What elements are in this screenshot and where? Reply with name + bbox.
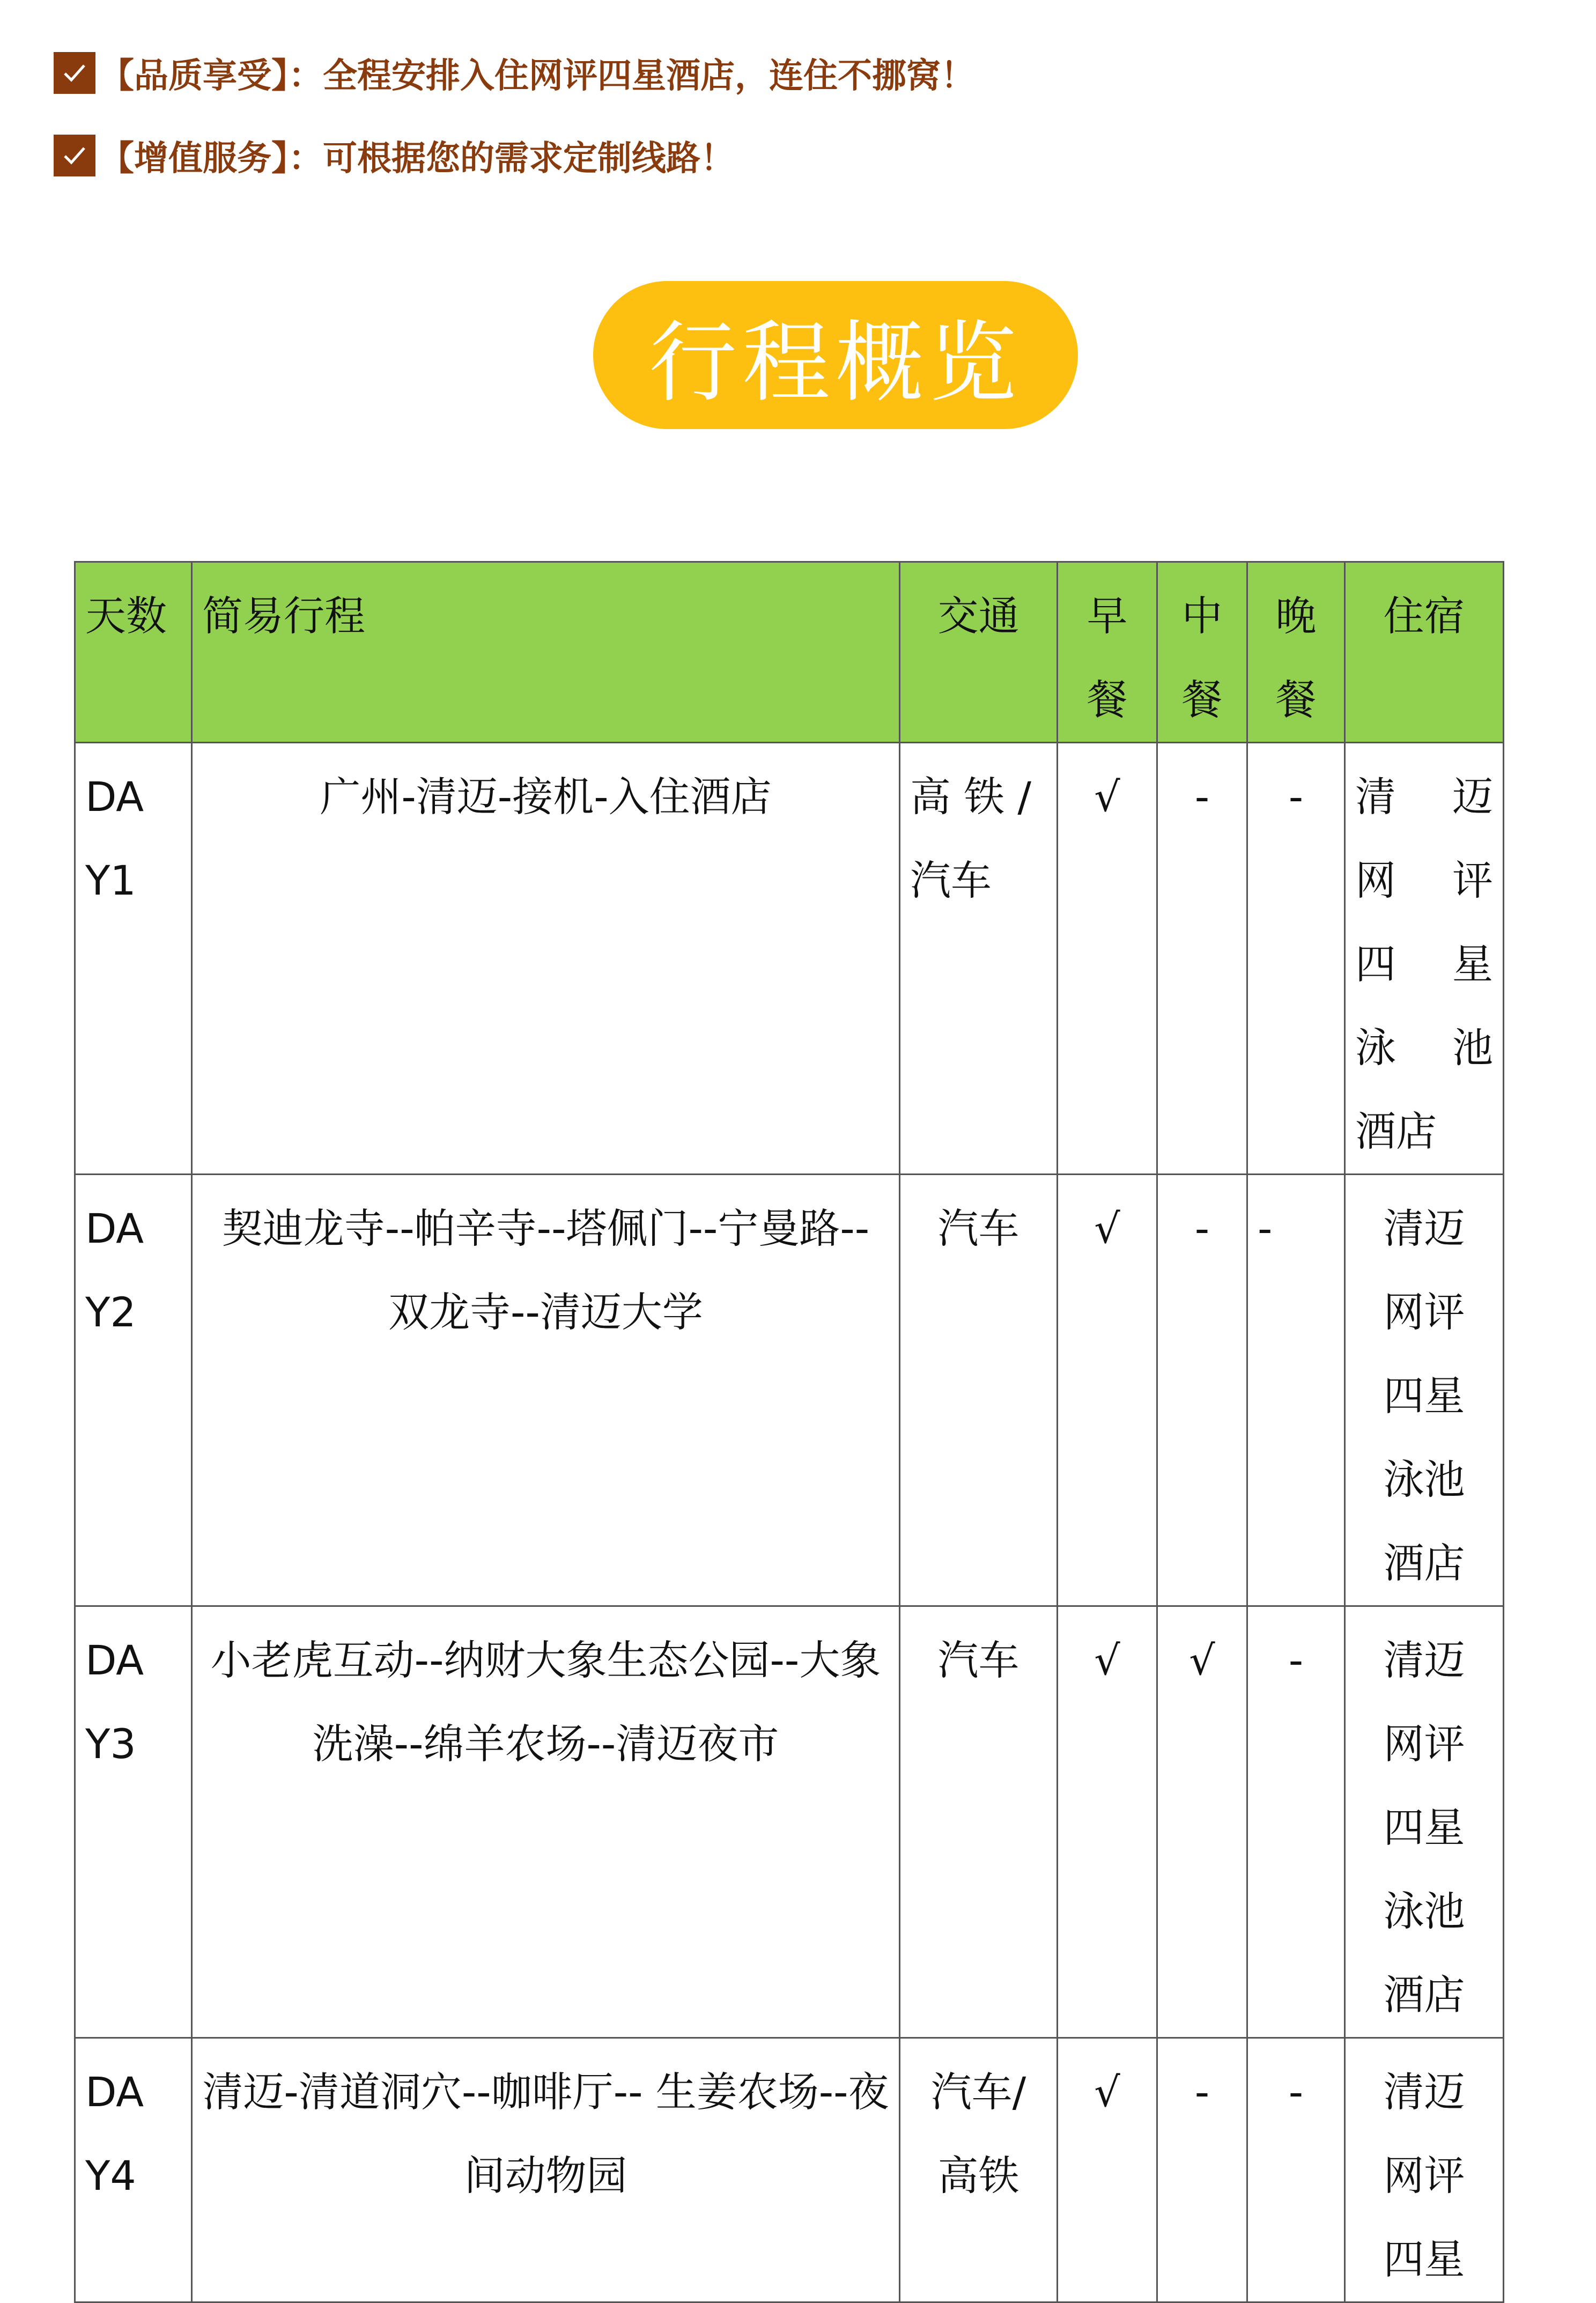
- lunch-cell: -: [1157, 743, 1247, 1175]
- section-banner: [593, 281, 1078, 429]
- feature-bullet-quality: [54, 51, 975, 94]
- hotel-line: 网评: [1383, 1720, 1465, 1768]
- breakfast-cell: √: [1058, 2038, 1157, 2302]
- header-lunch: [1157, 562, 1247, 743]
- header-hotel: 住宿: [1345, 562, 1504, 743]
- hotel-cell: [1345, 743, 1504, 1175]
- hotel-line: 网评: [1383, 2152, 1465, 2199]
- dinner-cell: -: [1247, 2038, 1345, 2302]
- checkmark-icon: [54, 52, 95, 94]
- header-lunch-line: 餐: [1181, 676, 1223, 724]
- day-line: DA: [85, 773, 144, 821]
- day-line: DA: [85, 2068, 144, 2116]
- header-lunch-line: 中: [1181, 592, 1223, 640]
- transport-line: 汽车/: [930, 2068, 1026, 2116]
- day-line: Y3: [85, 1720, 136, 1768]
- table-row: [75, 743, 1504, 1175]
- dinner-cell: -: [1247, 1175, 1345, 1606]
- hotel-line: 网评: [1383, 1288, 1465, 1336]
- hotel-line: 泳池: [1383, 1887, 1465, 1935]
- lunch-cell: -: [1157, 2038, 1247, 2302]
- transport-cell: [900, 743, 1058, 1175]
- route-cell: 契迪龙寺--帕辛寺--塔佩门--宁曼路--双龙寺--清迈大学: [192, 1175, 900, 1606]
- hotel-line: 清迈: [1383, 1205, 1465, 1252]
- hotel-line: 四星: [1383, 2235, 1465, 2283]
- itinerary-table: [74, 561, 1504, 2303]
- bullet-text: 全程安排入住网评四星酒店，连住不挪窝！: [323, 56, 975, 96]
- day-line: Y2: [85, 1288, 136, 1336]
- hotel-line: 酒店: [1383, 1539, 1465, 1587]
- dinner-cell: -: [1247, 743, 1345, 1175]
- transport-line: 汽车: [910, 857, 992, 904]
- header-route: 简易行程: [192, 562, 900, 743]
- checkmark-icon: [54, 135, 95, 176]
- header-breakfast-line: 早: [1087, 592, 1128, 640]
- transport-line: 高铁: [937, 2152, 1019, 2199]
- hotel-line: 清迈: [1383, 2068, 1465, 2116]
- day-cell: [75, 1175, 192, 1606]
- bullet-title: 【增值服务】：: [100, 139, 323, 179]
- header-dinner-line: 餐: [1275, 676, 1317, 724]
- day-line: DA: [85, 1636, 144, 1684]
- hotel-line: 四 星: [1355, 940, 1493, 988]
- bullet-text: 可根据您的需求定制线路！: [323, 139, 735, 179]
- header-transport: 交通: [900, 562, 1058, 743]
- day-cell: [75, 2038, 192, 2302]
- transport-line: 高 铁 /: [910, 773, 1031, 821]
- breakfast-cell: √: [1058, 1175, 1157, 1606]
- hotel-line: 清 迈: [1355, 773, 1493, 821]
- hotel-line: 酒店: [1383, 1971, 1465, 2019]
- hotel-line: 泳池: [1383, 1456, 1465, 1503]
- transport-line: 汽车: [937, 1205, 1019, 1252]
- route-cell: 广州-清迈-接机-入住酒店: [192, 743, 900, 1175]
- table-header-row: [75, 562, 1504, 743]
- route-cell: 清迈-清道洞穴--咖啡厅-- 生姜农场--夜间动物园: [192, 2038, 900, 2302]
- hotel-line: 泳 池: [1355, 1024, 1493, 1072]
- header-breakfast: [1058, 562, 1157, 743]
- hotel-line: 四星: [1383, 1804, 1465, 1851]
- hotel-line: 四星: [1383, 1372, 1465, 1420]
- breakfast-cell: √: [1058, 1606, 1157, 2038]
- header-dinner: [1247, 562, 1345, 743]
- day-line: DA: [85, 1205, 144, 1252]
- transport-cell: [900, 1175, 1058, 1606]
- day-line: Y4: [85, 2152, 136, 2199]
- header-dinner-line: 晚: [1275, 592, 1317, 640]
- table-row: [75, 1606, 1504, 2038]
- table-row: [75, 1175, 1504, 1606]
- hotel-cell: [1345, 1606, 1504, 2038]
- route-cell: 小老虎互动--纳财大象生态公园--大象洗澡--绵羊农场--清迈夜市: [192, 1606, 900, 2038]
- hotel-line: 网 评: [1355, 857, 1493, 904]
- transport-cell: [900, 2038, 1058, 2302]
- hotel-line: 清迈: [1383, 1636, 1465, 1684]
- day-line: Y1: [85, 857, 136, 904]
- lunch-cell: √: [1157, 1606, 1247, 2038]
- hotel-cell: [1345, 1175, 1504, 1606]
- hotel-cell: [1345, 2038, 1504, 2302]
- banner-title: 行程概览: [648, 312, 1022, 414]
- day-cell: [75, 743, 192, 1175]
- transport-line: 汽车: [937, 1636, 1019, 1684]
- dinner-cell: -: [1247, 1606, 1345, 2038]
- header-breakfast-line: 餐: [1087, 676, 1128, 724]
- breakfast-cell: √: [1058, 743, 1157, 1175]
- hotel-line: 酒店: [1355, 1108, 1437, 1155]
- bullet-title: 【品质享受】：: [100, 56, 323, 96]
- feature-bullet-service: [54, 134, 735, 177]
- transport-cell: [900, 1606, 1058, 2038]
- header-day: 天数: [75, 562, 192, 743]
- lunch-cell: -: [1157, 1175, 1247, 1606]
- day-cell: [75, 1606, 192, 2038]
- table-row: [75, 2038, 1504, 2302]
